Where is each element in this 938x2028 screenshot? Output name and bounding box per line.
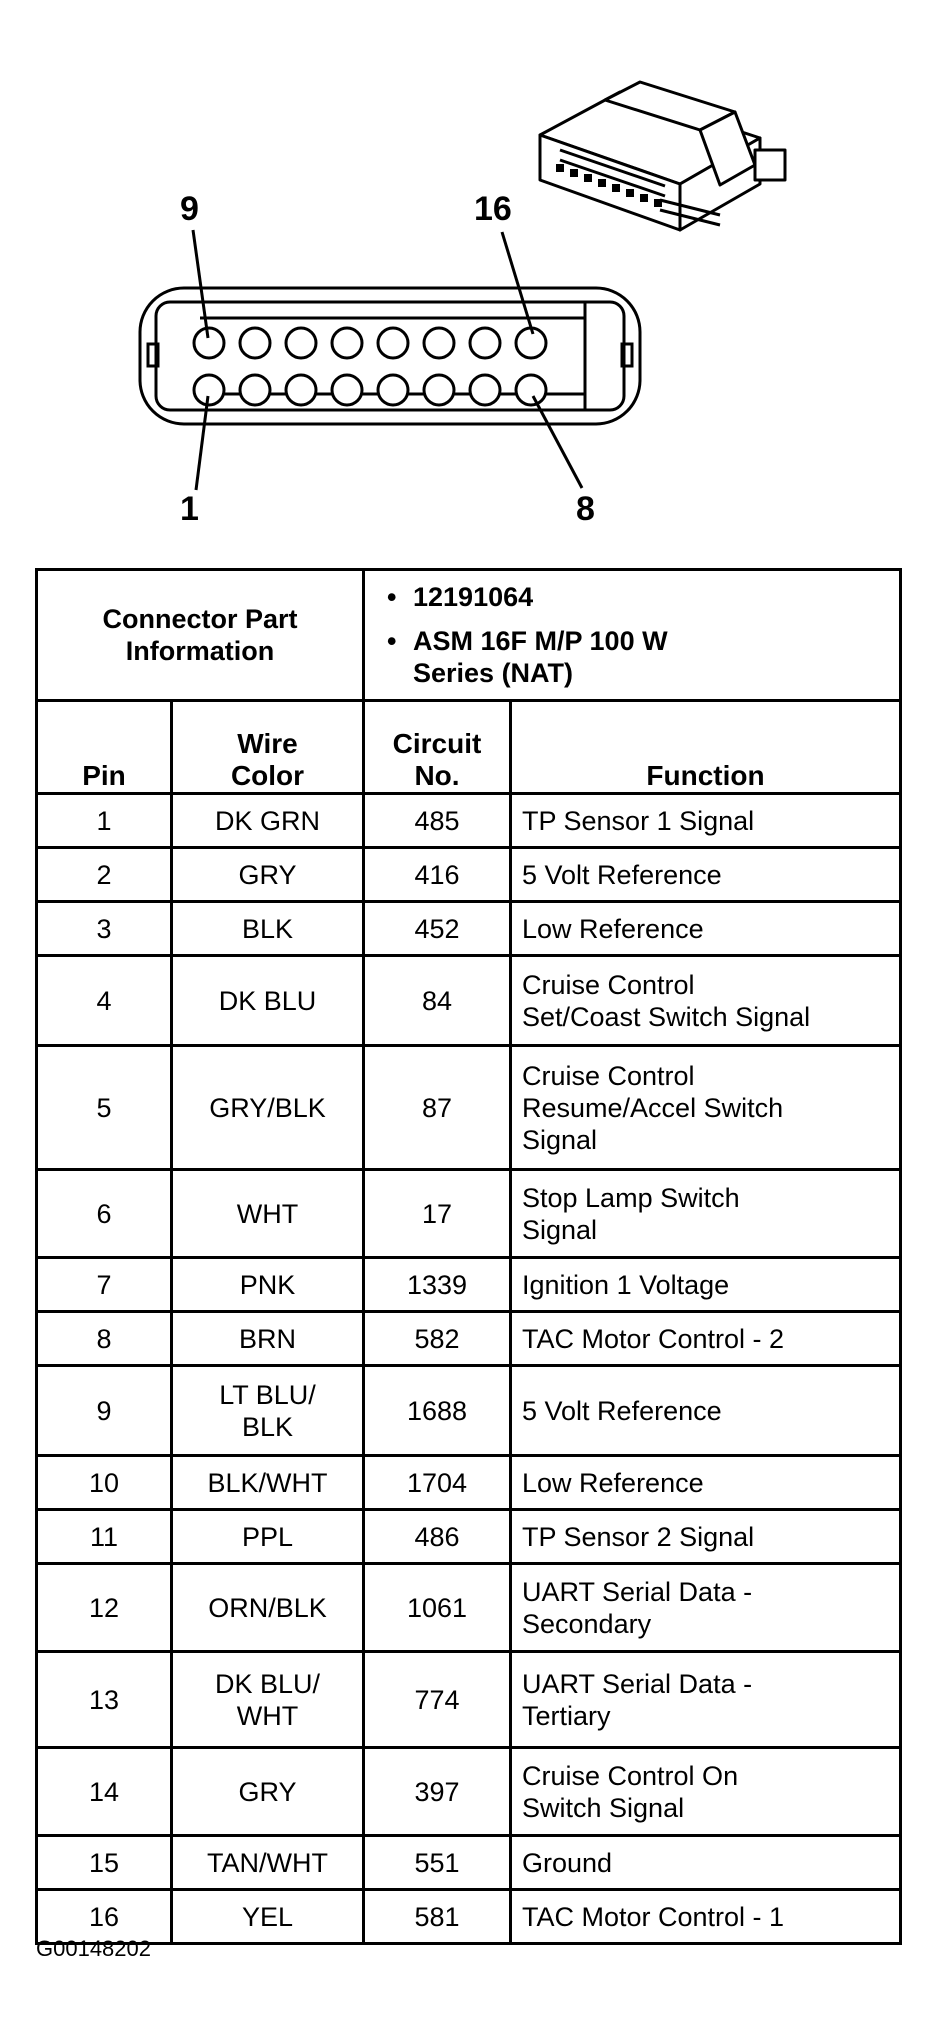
- table-row: [37, 1836, 901, 1890]
- part-number: • 12191064: [387, 582, 534, 612]
- wire-color-cell: TAN/WHT: [172, 1836, 364, 1890]
- function-cell: Cruise Control Set/Coast Switch Signal: [511, 956, 901, 1046]
- pin-cell: 13: [37, 1652, 172, 1748]
- circuit-cell: 17: [364, 1170, 511, 1258]
- table-row: [37, 1890, 901, 1944]
- pin-cavity: [332, 375, 362, 405]
- table-row: [37, 1510, 901, 1564]
- pin-cell: 12: [37, 1564, 172, 1652]
- table-row: [37, 1564, 901, 1652]
- wire-color-cell: GRY/BLK: [172, 1046, 364, 1170]
- pin-cell: 5: [37, 1046, 172, 1170]
- table-row: [37, 1456, 901, 1510]
- pin-cavity: [286, 375, 316, 405]
- table-row: [37, 1046, 901, 1170]
- circuit-cell: 1061: [364, 1564, 511, 1652]
- function-cell: Low Reference: [511, 902, 901, 956]
- circuit-cell: 486: [364, 1510, 511, 1564]
- wire-color-cell: DK BLU/ WHT: [172, 1652, 364, 1748]
- wire-color-cell: DK BLU: [172, 956, 364, 1046]
- connector-diagram: [0, 0, 938, 560]
- figure-id: G00148202: [36, 1936, 151, 1961]
- function-cell: TAC Motor Control - 2: [511, 1312, 901, 1366]
- pin-cell: 4: [37, 956, 172, 1046]
- table-row: [37, 1312, 901, 1366]
- circuit-cell: 84: [364, 956, 511, 1046]
- pin-cell: 7: [37, 1258, 172, 1312]
- pin-cell: 10: [37, 1456, 172, 1510]
- pin-cell: 11: [37, 1510, 172, 1564]
- function-cell: UART Serial Data - Tertiary: [511, 1652, 901, 1748]
- pin-cell: 16: [37, 1890, 172, 1944]
- wire-color-cell: DK GRN: [172, 794, 364, 848]
- pin-label-9: 9: [180, 190, 199, 228]
- wire-color-cell: LT BLU/ BLK: [172, 1366, 364, 1456]
- wire-color-cell: ORN/BLK: [172, 1564, 364, 1652]
- function-cell: Stop Lamp Switch Signal: [511, 1170, 901, 1258]
- table-row: [37, 1366, 901, 1456]
- wire-color-cell: BLK/WHT: [172, 1456, 364, 1510]
- circuit-cell: 582: [364, 1312, 511, 1366]
- table-row: [37, 794, 901, 848]
- pin-cavity: [516, 375, 546, 405]
- pin-cell: 14: [37, 1748, 172, 1836]
- connector-3d-illustration: [540, 82, 785, 230]
- wire-color-cell: WHT: [172, 1170, 364, 1258]
- circuit-cell: 452: [364, 902, 511, 956]
- circuit-cell: 416: [364, 848, 511, 902]
- wire-color-cell: GRY: [172, 1748, 364, 1836]
- pin-cell: 8: [37, 1312, 172, 1366]
- connector-info-values: • 12191064 • ASM 16F M/P 100 W Series (NAT): [364, 570, 901, 701]
- wire-color-cell: YEL: [172, 1890, 364, 1944]
- col-header-pin: Pin: [37, 701, 172, 794]
- table-row: [37, 902, 901, 956]
- wire-color-cell: PPL: [172, 1510, 364, 1564]
- function-cell: Ground: [511, 1836, 901, 1890]
- table-row: [37, 1170, 901, 1258]
- pin-label-16: 16: [474, 190, 512, 228]
- wire-color-cell: GRY: [172, 848, 364, 902]
- pin-leader-lines: [193, 230, 582, 490]
- wire-color-cell: BRN: [172, 1312, 364, 1366]
- table-row: [37, 1652, 901, 1748]
- connector-pinout-table: [35, 568, 902, 1945]
- function-cell: 5 Volt Reference: [511, 1366, 901, 1456]
- table-row: [37, 956, 901, 1046]
- pin-cavity: [424, 375, 454, 405]
- col-header-circuit: Circuit No.: [364, 701, 511, 794]
- pin-cavity: [240, 328, 270, 358]
- pin-cavity: [424, 328, 454, 358]
- circuit-cell: 581: [364, 1890, 511, 1944]
- function-cell: TP Sensor 2 Signal: [511, 1510, 901, 1564]
- wire-color-cell: BLK: [172, 902, 364, 956]
- part-description: • ASM 16F M/P 100 W: [387, 626, 668, 656]
- pin-cell: 6: [37, 1170, 172, 1258]
- table-row: [37, 1748, 901, 1836]
- function-cell: Cruise Control On Switch Signal: [511, 1748, 901, 1836]
- col-header-function: Function: [511, 701, 901, 794]
- function-cell: TAC Motor Control - 1: [511, 1890, 901, 1944]
- pin-cell: 15: [37, 1836, 172, 1890]
- function-cell: Cruise Control Resume/Accel Switch Signal: [511, 1046, 901, 1170]
- circuit-cell: 1339: [364, 1258, 511, 1312]
- pin-label-1: 1: [180, 490, 199, 528]
- circuit-cell: 1704: [364, 1456, 511, 1510]
- pin-cavity: [378, 375, 408, 405]
- col-header-wire-color: Wire Color: [172, 701, 364, 794]
- connector-info-label: Connector Part Information: [37, 570, 364, 701]
- table-row: [37, 848, 901, 902]
- function-cell: TP Sensor 1 Signal: [511, 794, 901, 848]
- function-cell: Ignition 1 Voltage: [511, 1258, 901, 1312]
- pin-label-8: 8: [576, 490, 595, 528]
- pin-cavity: [470, 375, 500, 405]
- pin-cell: 2: [37, 848, 172, 902]
- function-cell: Low Reference: [511, 1456, 901, 1510]
- pin-cavity: [240, 375, 270, 405]
- function-cell: UART Serial Data - Secondary: [511, 1564, 901, 1652]
- table-row: [37, 1258, 901, 1312]
- function-cell: 5 Volt Reference: [511, 848, 901, 902]
- pin-cavity: [378, 328, 408, 358]
- pin-cell: 3: [37, 902, 172, 956]
- connector-info-row: [37, 570, 901, 701]
- pin-cell: 1: [37, 794, 172, 848]
- circuit-cell: 1688: [364, 1366, 511, 1456]
- pin-cavity: [332, 328, 362, 358]
- circuit-cell: 397: [364, 1748, 511, 1836]
- circuit-cell: 774: [364, 1652, 511, 1748]
- circuit-cell: 551: [364, 1836, 511, 1890]
- pin-cavity: [470, 328, 500, 358]
- pin-cavity: [286, 328, 316, 358]
- pin-cavity: [194, 375, 224, 405]
- circuit-cell: 87: [364, 1046, 511, 1170]
- pin-cell: 9: [37, 1366, 172, 1456]
- circuit-cell: 485: [364, 794, 511, 848]
- wire-color-cell: PNK: [172, 1258, 364, 1312]
- pin-cavity: [194, 328, 224, 358]
- column-header-row: [37, 701, 901, 794]
